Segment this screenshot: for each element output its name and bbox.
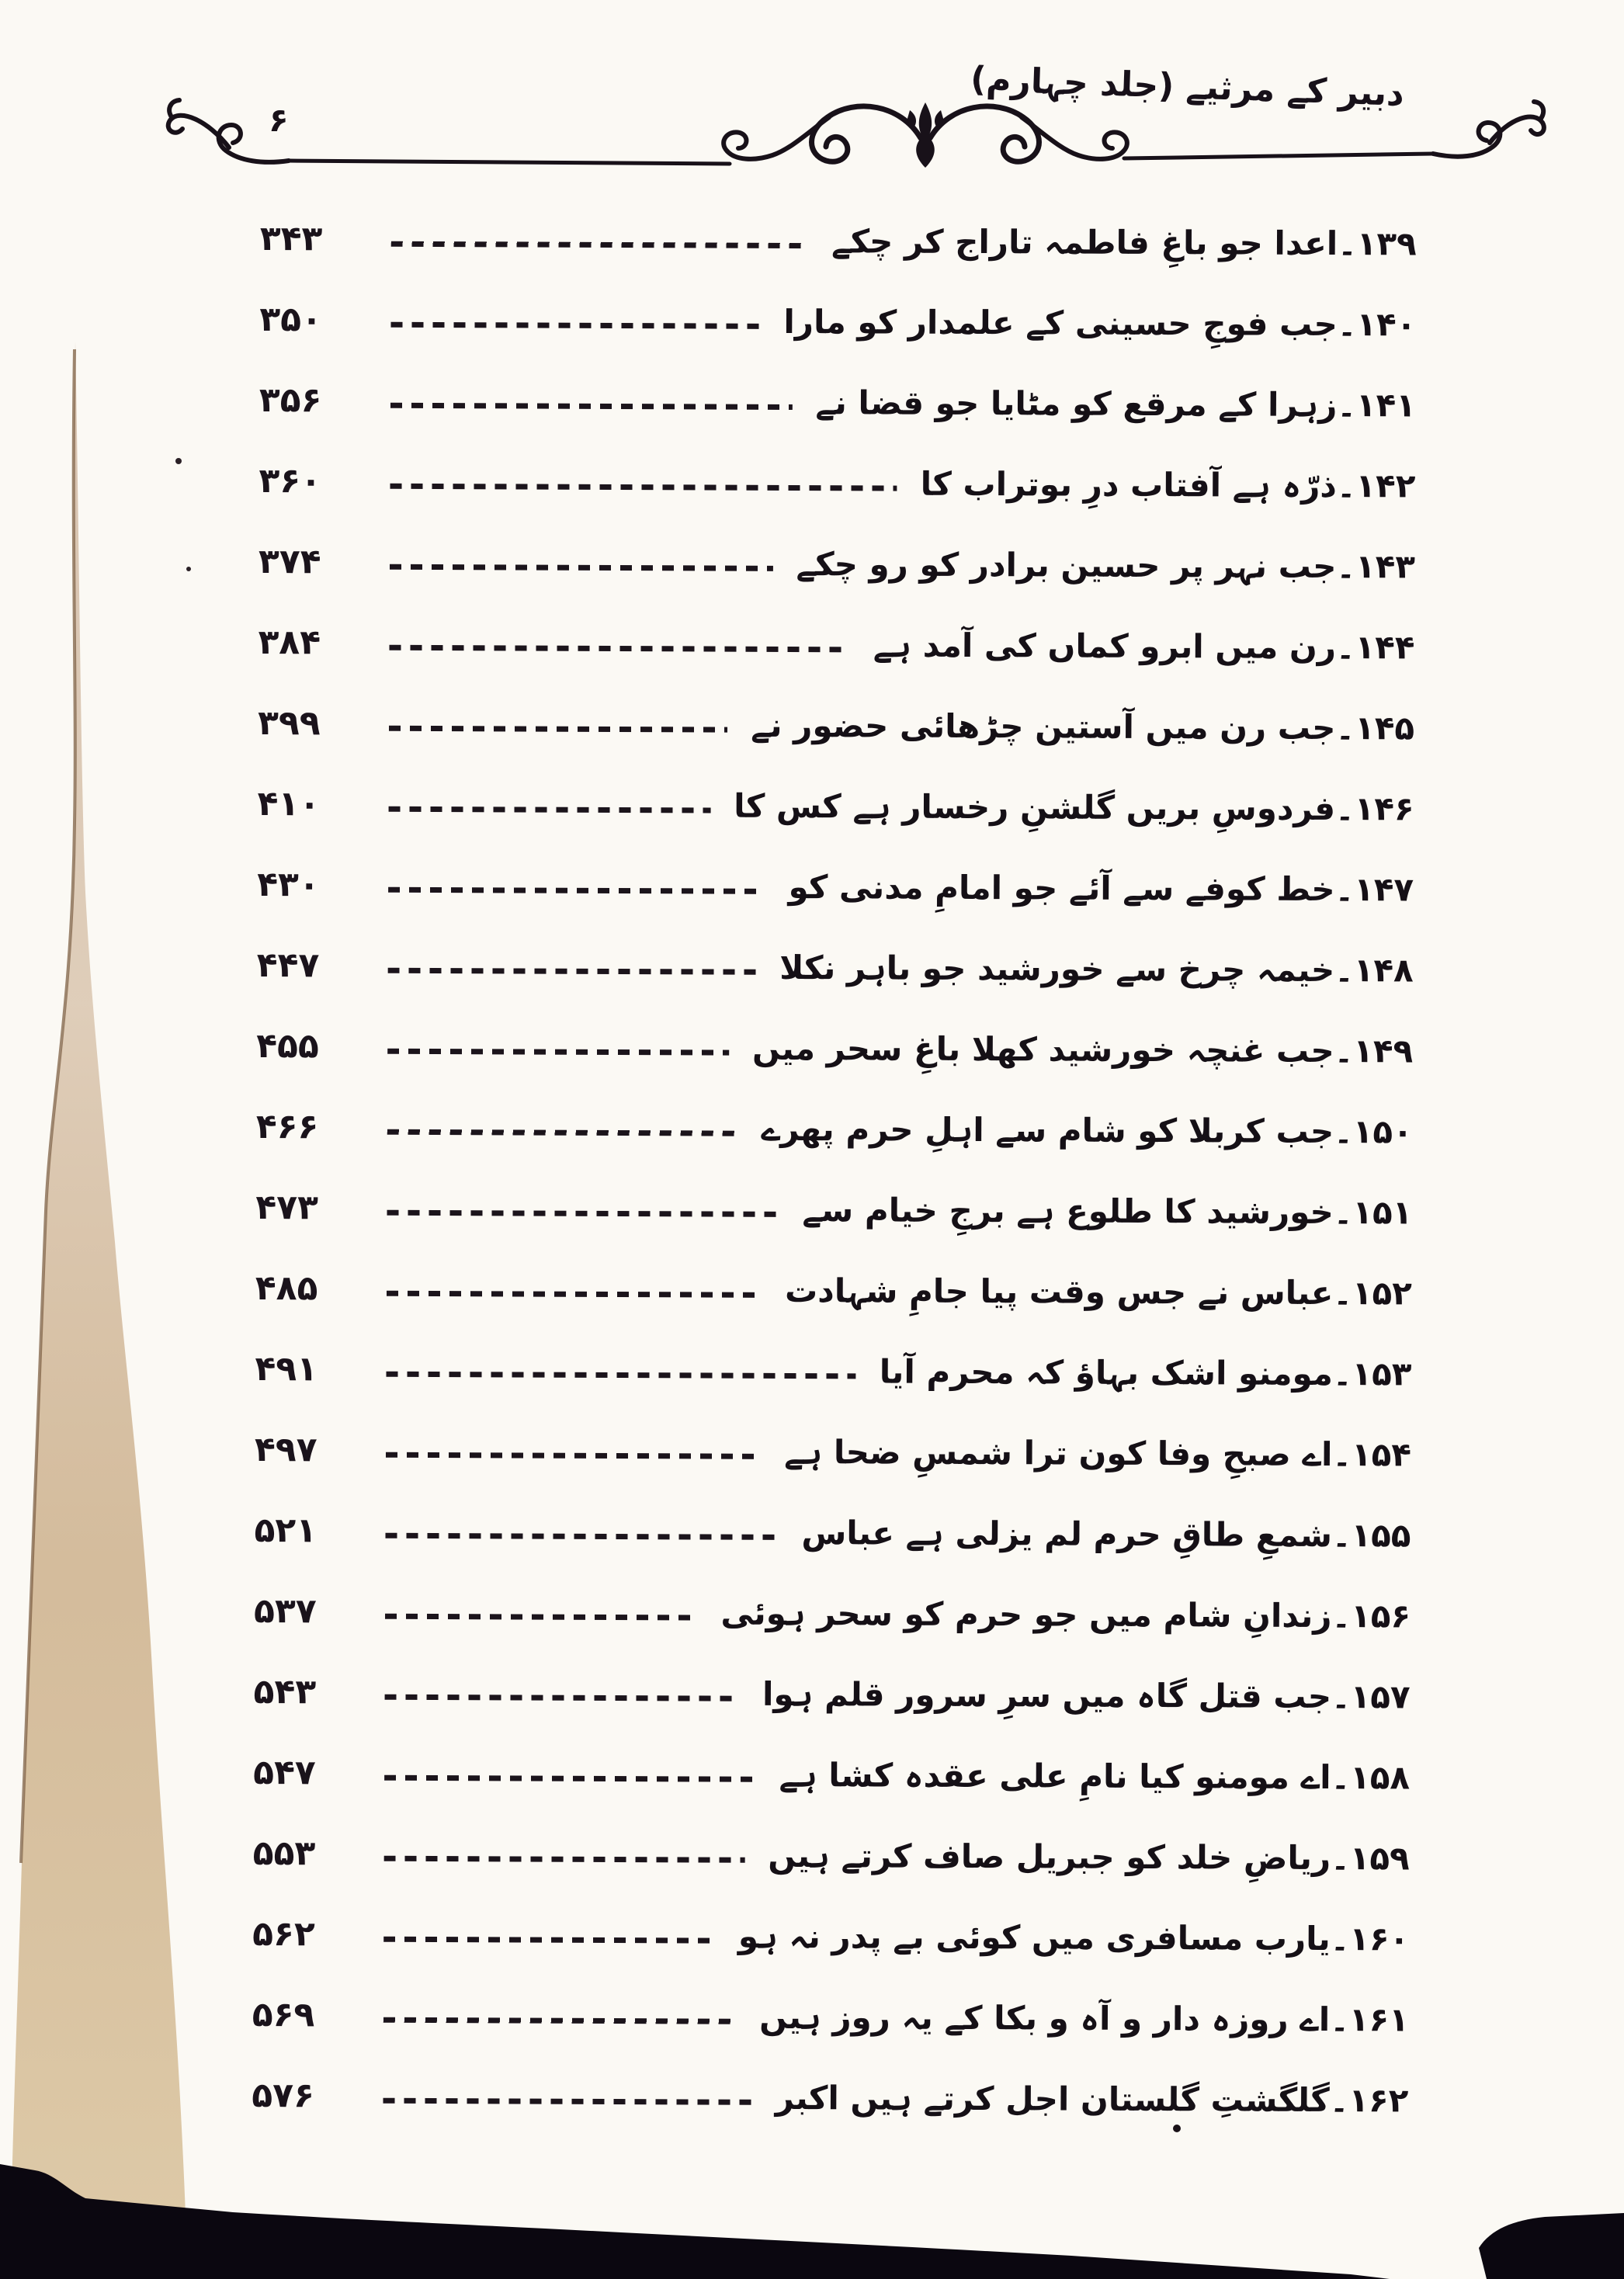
- toc-row: [255, 1328, 1411, 1414]
- dotted-leader: [390, 483, 897, 491]
- toc-page-number: ۴۳۰: [257, 864, 320, 904]
- dotted-leader: [387, 1209, 779, 1216]
- toc-page-number: ۵۲۱: [254, 1510, 318, 1550]
- book-title: دبیر کے مرثیے (جلد چہارم): [970, 59, 1405, 114]
- dotted-leader: [386, 1452, 761, 1459]
- toc-row: [252, 1812, 1409, 1899]
- toc-row: [259, 359, 1416, 446]
- toc-entry-title: ۱۶۱۔اے روزہ دار و آہ و بکا کے یہ روز ہیں: [759, 1997, 1409, 2038]
- toc-row: [252, 1893, 1409, 1979]
- toc-page-number: ۴۷۳: [255, 1187, 319, 1227]
- toc-row: [256, 1005, 1413, 1091]
- left-page-edge-artifact: [11, 342, 186, 2236]
- toc-entry-title: ۱۴۹۔جب غنچہ خورشید کھلا باغِ سحر میں: [752, 1028, 1414, 1070]
- toc-entry-title: ۱۵۸۔اے مومنو کیا نامِ علی عقدہ کشا ہے: [779, 1755, 1411, 1796]
- toc-row: [255, 1409, 1411, 1495]
- toc-row: [252, 1974, 1409, 2060]
- toc-entry-title: ۱۴۶۔فردوسِ بریں گلشنِ رخسار ہے کس کا: [734, 786, 1414, 827]
- scan-speck: [175, 458, 182, 464]
- toc-entry-title: ۱۴۴۔رن میں ابرو کماں کی آمد ہے: [873, 625, 1415, 666]
- toc-entry-title: ۱۵۷۔جب قتل گاہ میں سرِ سرور قلم ہوا: [762, 1674, 1411, 1715]
- dotted-leader: [383, 2097, 751, 2104]
- toc-row: [255, 1167, 1412, 1253]
- dotted-leader: [390, 402, 793, 409]
- dotted-leader: [386, 1371, 855, 1379]
- dotted-leader: [387, 1129, 738, 1136]
- toc-row: [254, 1570, 1411, 1656]
- dotted-leader: [384, 1774, 755, 1781]
- toc-page-number: ۵۷۶: [252, 2075, 315, 2115]
- toc-page-number: ۵۴۷: [253, 1752, 316, 1792]
- toc-page-number: ۵۶۹: [252, 1994, 315, 2034]
- toc-entry-title: ۱۴۵۔جب رن میں آستین چڑھائی حضور نے: [751, 706, 1415, 747]
- dotted-leader: [387, 1048, 729, 1055]
- dotted-leader: [390, 321, 760, 328]
- toc-page-number: ۴۹۷: [254, 1429, 318, 1469]
- dotted-leader: [388, 886, 765, 893]
- toc-entry-title: ۱۴۷۔خط کوفے سے آئے جو امامِ مدنی کو: [788, 867, 1414, 908]
- dotted-leader: [389, 806, 711, 813]
- toc-row: [254, 1490, 1411, 1576]
- toc-row: [259, 279, 1416, 365]
- toc-page-number: ۴۴۷: [256, 945, 320, 985]
- page-header: [0, 0, 1624, 202]
- dotted-leader: [385, 1694, 739, 1701]
- dotted-leader: [383, 1936, 715, 1943]
- toc-page-number: ۳۸۴: [258, 622, 321, 662]
- toc-entry-title: ۱۵۵۔شمعِ طاقِ حرم لم یزلی ہے عباس: [801, 1513, 1411, 1554]
- toc-row: [258, 602, 1414, 688]
- toc-row: [253, 1732, 1410, 1818]
- toc-page-number: ۳۶۰: [259, 460, 322, 501]
- toc-entry-title: ۱۴۱۔زہرا کے مرقع کو مٹایا جو قضا نے: [815, 383, 1416, 424]
- toc-row: [255, 1247, 1412, 1334]
- toc-entry-title: ۱۵۰۔جب کربلا کو شام سے اہلِ حرم پھرے: [761, 1109, 1413, 1150]
- toc-entry-title: ۱۵۹۔ریاضِ خلد کو جبریل صاف کرتے ہیں: [768, 1836, 1410, 1877]
- toc-list: [252, 198, 1417, 2140]
- toc-entry-title: ۱۴۰۔جب فوجِ حسینی کے علمدار کو مارا: [783, 302, 1417, 343]
- toc-page-number: ۳۹۹: [257, 702, 321, 743]
- toc-page-number: ۴۸۵: [255, 1268, 318, 1308]
- toc-row: [256, 924, 1413, 1011]
- toc-entry-title: ۱۵۳۔مومنو اشک بہاؤ کہ محرم آیا: [879, 1351, 1412, 1393]
- toc-page-number: ۵۴۳: [253, 1671, 317, 1712]
- toc-entry-title: ۱۵۶۔زندانِ شام میں جو حرم کو سحر ہوئی: [720, 1594, 1411, 1635]
- toc-entry-title: ۱۵۲۔عباس نے جس وقت پیا جامِ شہادت: [784, 1271, 1412, 1312]
- dotted-leader: [390, 564, 773, 571]
- toc-row: [257, 763, 1414, 849]
- dotted-leader: [388, 967, 757, 974]
- toc-entry-title: ۱۳۹۔اعدا جو باغِ فاطمہ تاراج کر چکے: [831, 221, 1417, 263]
- toc-row: [259, 440, 1415, 526]
- dotted-leader: [387, 1290, 762, 1297]
- toc-page-number: ۳۵۶: [259, 380, 322, 420]
- toc-page-number: ۵۶۲: [252, 1913, 315, 1954]
- toc-page-number: ۴۵۵: [256, 1025, 319, 1066]
- bottom-scan-edge: [0, 2164, 1390, 2279]
- dotted-leader: [385, 1613, 697, 1620]
- toc-row: [256, 1086, 1413, 1172]
- toc-row: [257, 844, 1414, 930]
- toc-row: [259, 521, 1415, 607]
- toc-entry-title: ۱۴۳۔جب نہر پر حسین برادر کو رو چکے: [796, 544, 1416, 585]
- toc-page-number: ۵۵۳: [252, 1833, 316, 1873]
- toc-row: [253, 1651, 1410, 1737]
- toc-entry-title: ۱۶۰۔یارب مسافری میں کوئی بے پدر نہ ہو: [737, 1917, 1410, 1958]
- toc-row: [260, 198, 1417, 284]
- toc-page-number: ۵۳۷: [253, 1590, 317, 1631]
- dotted-leader: [385, 1532, 778, 1539]
- toc-page-number: ۳۵۰: [259, 299, 323, 339]
- dotted-leader: [391, 241, 808, 248]
- toc-page-number: ۳۷۴: [258, 541, 321, 581]
- dotted-leader: [389, 644, 849, 652]
- toc-row: [252, 2055, 1408, 2141]
- left-page-edge-line: [21, 349, 75, 1863]
- toc-row: [258, 682, 1414, 768]
- dotted-leader: [389, 725, 727, 732]
- toc-entry-title: ۱۵۱۔خورشید کا طلوع ہے برجِ خیام سے: [802, 1190, 1413, 1231]
- scan-speck: [186, 567, 191, 571]
- toc-page-number: ۴۹۱: [255, 1348, 318, 1389]
- toc-entry-title: ۱۴۸۔خیمہ چرخ سے خورشید جو باہر نکلا: [779, 948, 1414, 989]
- toc-page-number: ۴۱۰: [257, 783, 321, 824]
- toc-entry-title: ۱۵۴۔اے صبحِ وفا کون ترا شمسِ ضحا ہے: [784, 1432, 1412, 1473]
- toc-page-number: ۴۶۶: [255, 1106, 319, 1146]
- dotted-leader: [383, 2017, 736, 2024]
- dotted-leader: [384, 1855, 745, 1862]
- page-number: ۶: [269, 101, 289, 139]
- toc-entry-title: ۱۴۲۔ذرّہ ہے آفتاب درِ بوتراب کا: [920, 464, 1416, 505]
- bottom-scan-edge-right: [1479, 2213, 1624, 2279]
- toc-page-number: ۳۴۳: [259, 218, 323, 258]
- toc-entry-title: ۱۶۲۔گلگشتِ گلستان اجل کرتے ہیں اکبر: [775, 2078, 1409, 2119]
